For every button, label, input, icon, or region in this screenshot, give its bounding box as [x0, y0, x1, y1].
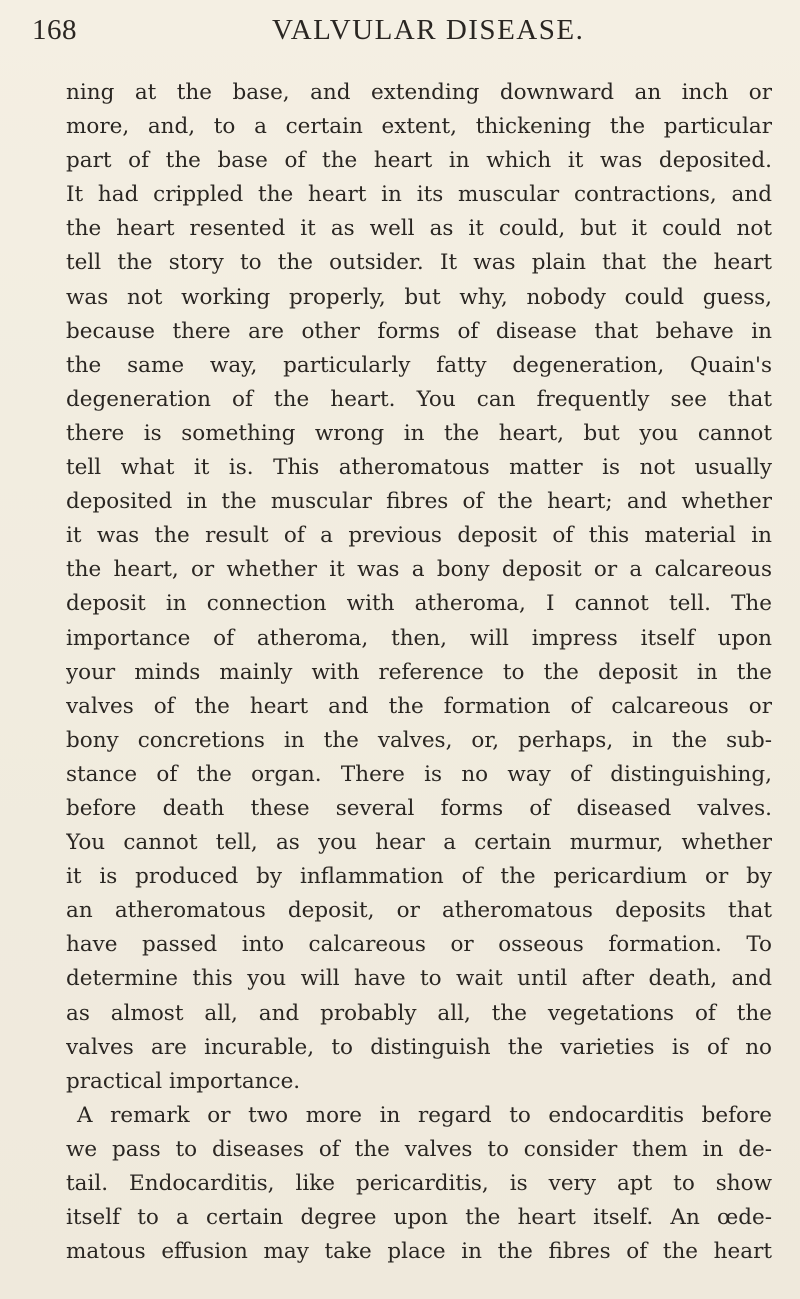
- text-line: tail. Endocarditis, like pericarditis, is very apt to show: [66, 1171, 772, 1196]
- text-line: importance of atheroma, then, will impress itself upon: [66, 625, 772, 651]
- text-line: You cannot tell, as you hear a certain murmur, whether: [66, 830, 772, 856]
- text-line: more, and, to a certain extent, thickening the particular: [66, 114, 772, 140]
- text-line: matous effusion may take place in the fibres of the heart: [66, 1239, 772, 1265]
- text-line: determine this you will have to wait until after death, and: [66, 966, 772, 992]
- text-line: it was the result of a previous deposit of this material in: [66, 523, 772, 549]
- text-line: the same way, particularly fatty degeneration, Quain's: [66, 352, 772, 378]
- text-line: A remark or two more in regard to endocarditis before: [77, 1102, 772, 1128]
- text-line: stance of the organ. There is no way of distinguishing,: [66, 761, 772, 787]
- text-line: bony concretions in the valves, or, perhaps, in the sub-: [66, 727, 772, 753]
- text-line: your minds mainly with reference to the deposit in the: [66, 659, 772, 685]
- text-line: deposit in connection with atheroma, I cannot tell. The: [66, 591, 772, 617]
- running-head: [32, 14, 768, 50]
- text-line: part of the base of the heart in which it was deposited.: [66, 148, 772, 174]
- text-line: degeneration of the heart. You can frequently see that: [66, 386, 772, 412]
- text-line: we pass to diseases of the valves to consider them in de-: [66, 1136, 772, 1162]
- text-line: itself to a certain degree upon the heart itself. An œde-: [66, 1205, 772, 1231]
- text-line: was not working properly, but why, nobody could guess,: [66, 284, 772, 310]
- text-line: valves of the heart and the formation of calcareous or: [66, 693, 772, 719]
- text-line: have passed into calcareous or osseous formation. To: [66, 932, 772, 958]
- text-line: ning at the base, and extending downward an inch or: [66, 80, 772, 105]
- text-line: as almost all, and probably all, the vegetations of the: [66, 1000, 772, 1026]
- text-line: deposited in the muscular fibres of the heart; and whether: [66, 489, 772, 515]
- text-line: there is something wrong in the heart, but you cannot: [66, 420, 772, 446]
- text-line: practical importance.: [66, 1068, 301, 1094]
- page-number: 168: [32, 14, 77, 46]
- text-line: tell the story to the outsider. It was plain that the heart: [66, 250, 772, 276]
- text-line: before death these several forms of diseased valves.: [66, 795, 772, 821]
- text-line: an atheromatous deposit, or atheromatous deposits that: [66, 898, 772, 924]
- running-title: VALVULAR DISEASE.: [272, 14, 585, 46]
- text-line: because there are other forms of disease that behave in: [66, 318, 772, 344]
- body-text: [66, 76, 772, 1269]
- text-line: tell what it is. This atheromatous matter is not usually: [66, 455, 772, 481]
- text-line: it is produced by inflammation of the pericardium or by: [66, 864, 772, 890]
- text-line: valves are incurable, to distinguish the varieties is of no: [66, 1034, 772, 1060]
- text-line: the heart resented it as well as it could, but it could not: [66, 216, 772, 242]
- text-line: the heart, or whether it was a bony deposit or a calcareous: [66, 557, 772, 583]
- text-line: It had crippled the heart in its muscular contractions, and: [66, 182, 772, 208]
